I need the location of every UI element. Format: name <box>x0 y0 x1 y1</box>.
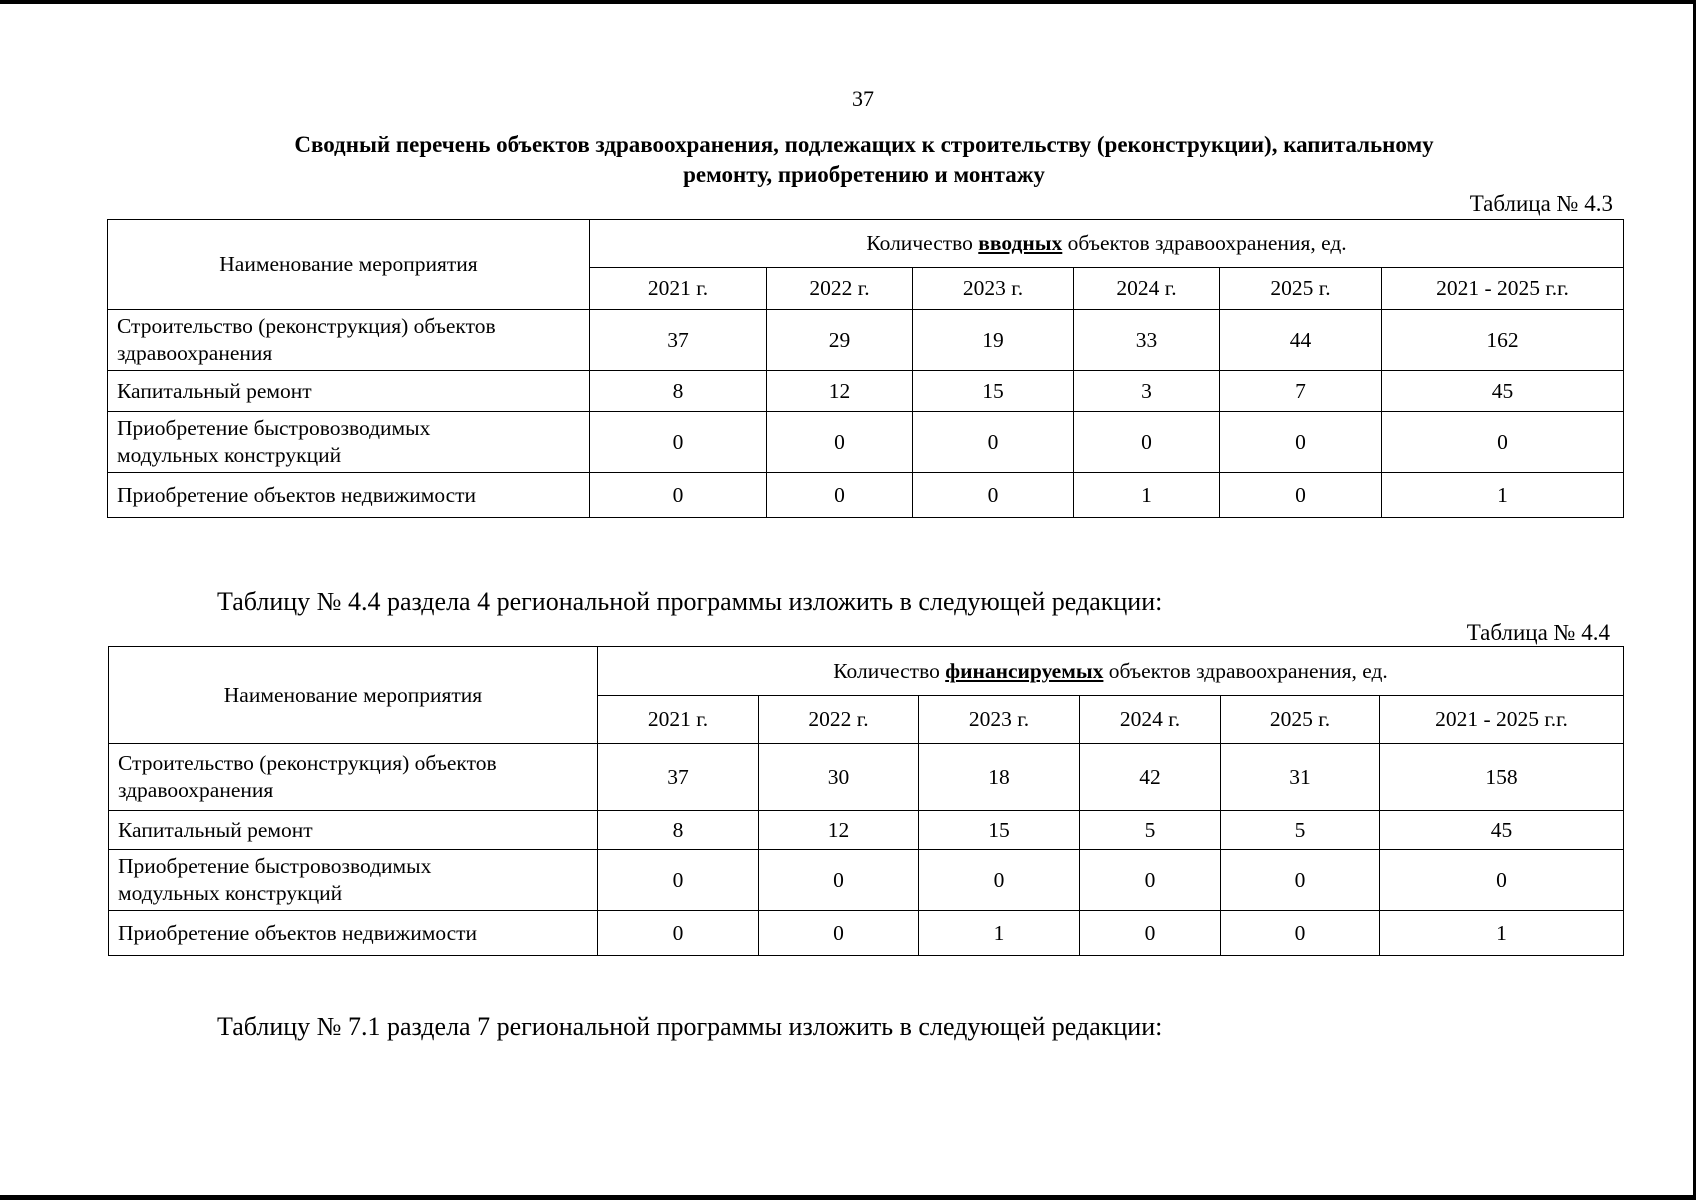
table-cell: 5 <box>1080 811 1221 850</box>
table-row <box>109 744 1624 811</box>
table-cell: 1 <box>1380 911 1624 956</box>
table-cell: 0 <box>759 911 919 956</box>
table-cell: 12 <box>759 811 919 850</box>
table-cell: 0 <box>1220 412 1382 473</box>
row-label-line-1: Строительство (реконструкция) объектов <box>118 751 497 775</box>
row-label <box>109 850 598 911</box>
table-cell: 0 <box>1221 850 1380 911</box>
row-label-line-1: Приобретение быстровозводимых <box>118 854 432 878</box>
table-cell: 0 <box>1380 850 1624 911</box>
page-top-edge <box>0 0 1696 4</box>
row-label: Капитальный ремонт <box>108 371 590 412</box>
table-cell: 0 <box>590 473 767 518</box>
table-cell: 0 <box>759 850 919 911</box>
table-row <box>109 850 1624 911</box>
table-cell: 0 <box>1080 850 1221 911</box>
table-cell: 0 <box>598 911 759 956</box>
row-label <box>108 310 590 371</box>
table-caption: Таблица № 4.4 <box>1466 620 1610 645</box>
table-row <box>108 371 1624 412</box>
document-title-line-2: ремонту, приобретению и монтажу <box>683 162 1045 187</box>
column-header-name: Наименование мероприятия <box>109 647 598 744</box>
table-cell: 0 <box>590 412 767 473</box>
group-header-emphasis: финансируемых <box>945 658 1104 683</box>
table-cell: 0 <box>1074 412 1220 473</box>
group-header-text-after: объектов здравоохранения, ед. <box>1103 658 1388 683</box>
table-cell: 0 <box>767 412 913 473</box>
table-cell: 31 <box>1221 744 1380 811</box>
year-header: 2021 г. <box>598 696 759 744</box>
data-table <box>108 646 1624 956</box>
table-row <box>109 911 1624 956</box>
document-title <box>160 130 1568 190</box>
table-cell: 0 <box>1221 911 1380 956</box>
year-header: 2024 г. <box>1074 268 1220 310</box>
page-number: 37 <box>852 86 874 111</box>
group-header-emphasis: вводных <box>978 231 1063 255</box>
year-header: 2021 - 2025 г.г. <box>1382 268 1624 310</box>
table-cell: 1 <box>1074 473 1220 518</box>
table-cell: 15 <box>913 371 1074 412</box>
year-header: 2025 г. <box>1220 268 1382 310</box>
column-header-name: Наименование мероприятия <box>108 220 590 310</box>
table-row <box>108 310 1624 371</box>
row-label-line-2: здравоохранения <box>117 341 273 365</box>
row-label <box>109 744 598 811</box>
table-cell: 0 <box>598 850 759 911</box>
row-label-line-1: Приобретение быстровозводимых <box>117 416 431 440</box>
row-label: Капитальный ремонт <box>109 811 598 850</box>
year-header: 2023 г. <box>913 268 1074 310</box>
body-paragraph: Таблицу № 4.4 раздела 4 региональной программы изложить в следующей редакции: <box>217 587 1163 616</box>
table-cell: 45 <box>1382 371 1624 412</box>
year-header: 2023 г. <box>919 696 1080 744</box>
data-table <box>107 219 1624 518</box>
row-label-line-1: Строительство (реконструкция) объектов <box>117 314 496 338</box>
table-cell: 1 <box>919 911 1080 956</box>
year-header: 2021 г. <box>590 268 767 310</box>
table-cell: 1 <box>1382 473 1624 518</box>
document-title-line-1: Сводный перечень объектов здравоохранения, подлежащих к строительству (реконструкции), капитальному <box>294 132 1434 157</box>
table-cell: 29 <box>767 310 913 371</box>
table-cell: 0 <box>913 473 1074 518</box>
table-row <box>109 811 1624 850</box>
table-cell: 3 <box>1074 371 1220 412</box>
table-cell: 15 <box>919 811 1080 850</box>
row-label: Приобретение объектов недвижимости <box>108 473 590 518</box>
table-cell: 18 <box>919 744 1080 811</box>
row-label <box>108 412 590 473</box>
group-header-text-before: Количество <box>833 658 946 683</box>
page-bottom-edge <box>0 1195 1696 1200</box>
column-group-header <box>590 220 1624 268</box>
table-cell: 44 <box>1220 310 1382 371</box>
row-label-line-2: здравоохранения <box>118 778 274 802</box>
table-cell: 37 <box>590 310 767 371</box>
table-cell: 33 <box>1074 310 1220 371</box>
year-header: 2021 - 2025 г.г. <box>1380 696 1624 744</box>
table-cell: 5 <box>1221 811 1380 850</box>
table-cell: 30 <box>759 744 919 811</box>
table-cell: 12 <box>767 371 913 412</box>
table-cell: 162 <box>1382 310 1624 371</box>
table-cell: 37 <box>598 744 759 811</box>
table-cell: 158 <box>1380 744 1624 811</box>
year-header: 2024 г. <box>1080 696 1221 744</box>
table-cell: 45 <box>1380 811 1624 850</box>
table-cell: 7 <box>1220 371 1382 412</box>
year-header: 2025 г. <box>1221 696 1380 744</box>
table-cell: 0 <box>1382 412 1624 473</box>
table-header-row <box>108 220 1624 268</box>
table-cell: 0 <box>913 412 1074 473</box>
body-paragraph: Таблицу № 7.1 раздела 7 региональной программы изложить в следующей редакции: <box>217 1012 1163 1041</box>
year-header: 2022 г. <box>767 268 913 310</box>
row-label-line-2: модульных конструкций <box>117 443 342 467</box>
table-cell: 0 <box>1220 473 1382 518</box>
column-group-header <box>598 647 1624 696</box>
table-cell: 8 <box>598 811 759 850</box>
table-row <box>108 473 1624 518</box>
group-header-text-after: объектов здравоохранения, ед. <box>1062 231 1347 255</box>
table-caption: Таблица № 4.3 <box>1469 191 1613 216</box>
table-row <box>108 412 1624 473</box>
table-cell: 0 <box>1080 911 1221 956</box>
row-label-line-2: модульных конструкций <box>118 881 343 905</box>
table-cell: 8 <box>590 371 767 412</box>
table-cell: 0 <box>767 473 913 518</box>
year-header: 2022 г. <box>759 696 919 744</box>
row-label: Приобретение объектов недвижимости <box>109 911 598 956</box>
table-cell: 19 <box>913 310 1074 371</box>
table-header-row <box>109 647 1624 696</box>
group-header-text-before: Количество <box>866 231 979 255</box>
table-cell: 42 <box>1080 744 1221 811</box>
table-cell: 0 <box>919 850 1080 911</box>
